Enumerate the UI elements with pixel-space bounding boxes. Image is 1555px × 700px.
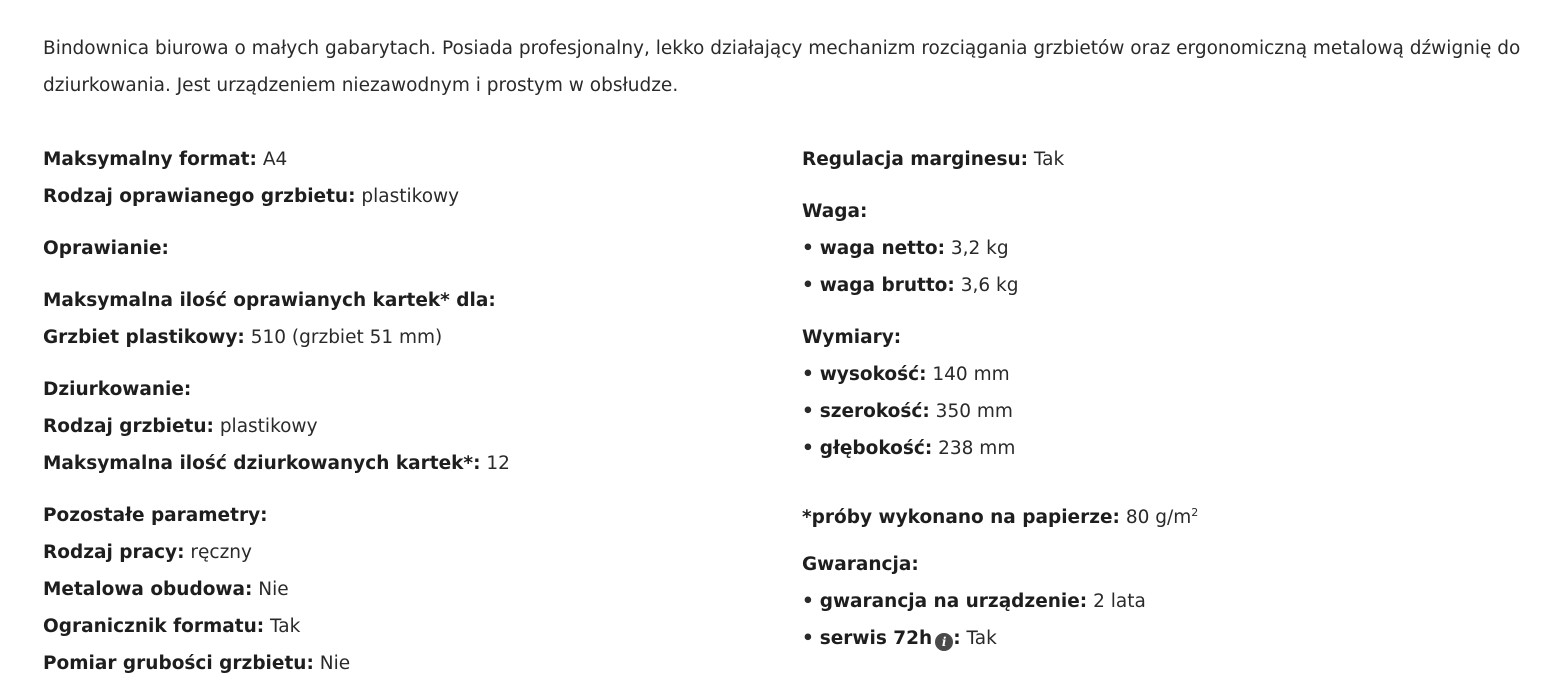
- section-heading: Gwarancja:: [802, 554, 919, 575]
- spec-device-warranty: [802, 583, 1522, 620]
- product-description: Bindownica biurowa o małych gabarytach. Posiada profesjonalny, lekko działający mechanizm rozciągania grzbietów oraz ergonomiczną metalową dźwignię do dziurkowania. Jest urządzeniem niezawodnym i prostym w obsłudze.: [43, 38, 1521, 96]
- section-heading: Oprawianie:: [43, 238, 169, 259]
- spec-label: Maksymalna ilość dziurkowanych kartek*:: [43, 453, 481, 474]
- other-params-heading: [43, 497, 763, 534]
- spec-value: 80 g/m: [1125, 507, 1192, 529]
- weight-heading: [802, 193, 1522, 230]
- spec-spine-type: [43, 178, 763, 215]
- bullet: •: [802, 275, 814, 296]
- spec-label: głębokość:: [819, 438, 933, 459]
- bullet: •: [802, 591, 814, 612]
- section-heading: Wymiary:: [802, 327, 902, 348]
- spec-label: Metalowa obudowa:: [43, 579, 253, 600]
- spec-value: 140 mm: [932, 364, 1010, 385]
- spec-label: Ogranicznik formatu:: [43, 616, 265, 637]
- spec-net-weight: [802, 230, 1522, 267]
- info-icon[interactable]: i: [935, 633, 953, 651]
- spec-value: Tak: [1033, 149, 1065, 170]
- spec-label: szerokość:: [819, 401, 930, 422]
- spec-label: *próby wykonano na papierze:: [802, 507, 1120, 529]
- spec-column-left: [43, 141, 763, 682]
- spec-column-right: [802, 141, 1522, 657]
- spec-gross-weight: [802, 267, 1522, 304]
- spec-value: Tak: [966, 628, 997, 649]
- spec-value: 12: [486, 453, 510, 474]
- spec-plastic-spine: [43, 319, 763, 356]
- section-heading: Pozostałe parametry:: [43, 505, 268, 526]
- spec-label: Maksymalny format:: [43, 149, 257, 170]
- spec-label: Rodzaj grzbietu:: [43, 416, 214, 437]
- bullet: •: [802, 628, 814, 649]
- spec-value: plastikowy: [219, 416, 318, 437]
- spec-service: [802, 620, 1522, 657]
- spec-label: Rodzaj oprawianego grzbietu:: [43, 186, 356, 207]
- section-heading: Waga:: [802, 201, 868, 222]
- spec-max-punched: [43, 445, 763, 482]
- bullet: •: [802, 438, 814, 459]
- spec-label: waga brutto:: [819, 275, 955, 296]
- spec-label: Grzbiet plastikowy:: [43, 327, 245, 348]
- spec-value: 510 (grzbiet 51 mm): [250, 327, 443, 348]
- dimensions-heading: [802, 319, 1522, 356]
- spec-label: Rodzaj pracy:: [43, 542, 185, 563]
- superscript: 2: [1191, 506, 1199, 519]
- spec-label: Pomiar grubości grzbietu:: [43, 653, 314, 674]
- spec-label: serwis 72h: [819, 628, 933, 649]
- spec-value: 3,6 kg: [960, 275, 1019, 296]
- max-sheets-heading: [43, 282, 763, 319]
- spec-spine-measure: [43, 645, 763, 682]
- spec-format-stop: [43, 608, 763, 645]
- spec-width: [802, 393, 1522, 430]
- spec-metal-case: [43, 571, 763, 608]
- spec-label: waga netto:: [819, 238, 945, 259]
- spec-value: A4: [262, 149, 288, 170]
- bullet: •: [802, 238, 814, 259]
- spec-value: plastikowy: [361, 186, 460, 207]
- spec-value: Tak: [270, 616, 301, 637]
- spec-max-format: [43, 141, 763, 178]
- warranty-heading: [802, 546, 1522, 583]
- section-heading: Dziurkowanie:: [43, 379, 192, 400]
- spec-height: [802, 356, 1522, 393]
- spec-work-type: [43, 534, 763, 571]
- colon: :: [953, 628, 961, 649]
- spec-test-note: [802, 494, 1522, 531]
- binding-heading: [43, 230, 763, 267]
- spec-value: Nie: [319, 653, 351, 674]
- bullet: •: [802, 364, 814, 385]
- spec-value: 238 mm: [938, 438, 1016, 459]
- spec-label: gwarancja na urządzenie:: [819, 591, 1088, 612]
- section-heading: Maksymalna ilość oprawianych kartek* dla:: [43, 290, 496, 311]
- spec-value: 2 lata: [1093, 591, 1146, 612]
- spec-label: wysokość:: [819, 364, 927, 385]
- spec-value: 3,2 kg: [950, 238, 1009, 259]
- spec-value: ręczny: [190, 542, 252, 563]
- spec-margin-adjust: [802, 141, 1522, 178]
- punching-heading: [43, 371, 763, 408]
- spec-value: Nie: [258, 579, 289, 600]
- spec-punch-spine-type: [43, 408, 763, 445]
- spec-depth: [802, 430, 1522, 467]
- spec-value: 350 mm: [935, 401, 1013, 422]
- spec-label: Regulacja marginesu:: [802, 149, 1029, 170]
- bullet: •: [802, 401, 814, 422]
